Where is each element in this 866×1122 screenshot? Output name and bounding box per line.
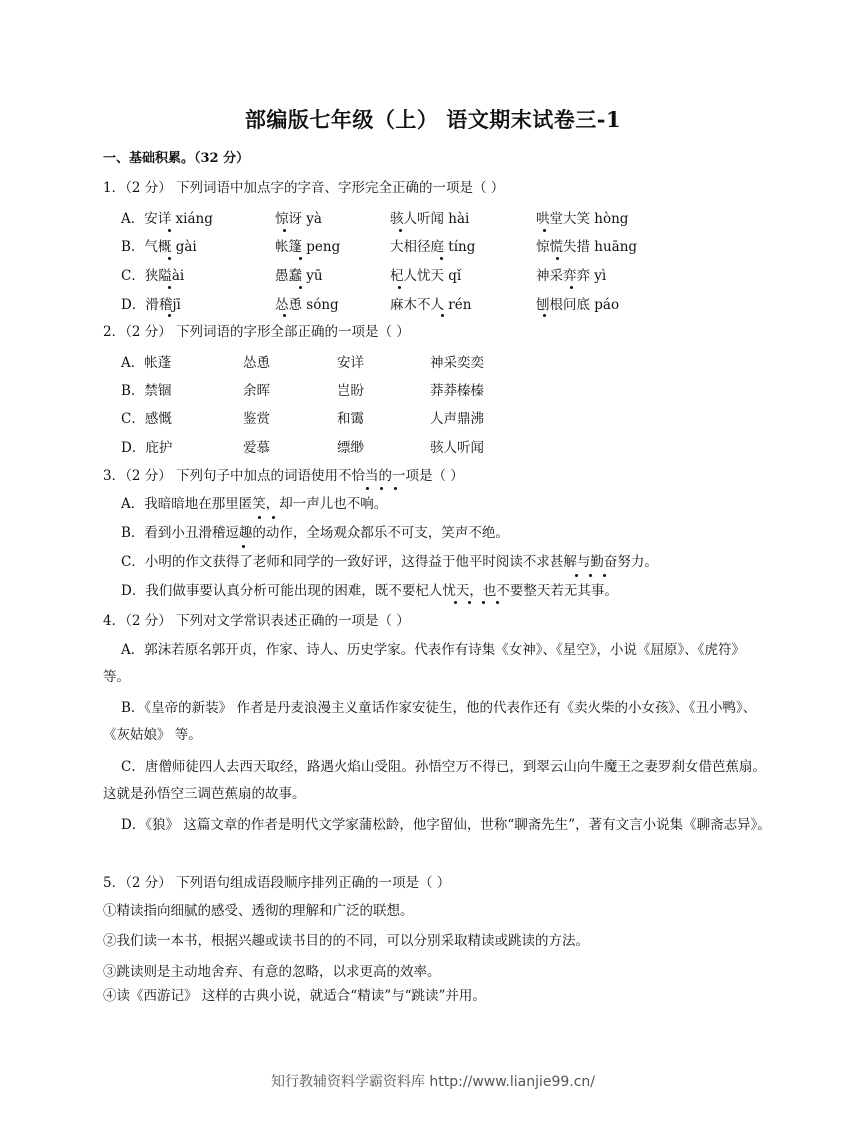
option-cell: 安详: [337, 355, 364, 371]
emphasis-dot: [543, 314, 546, 317]
question-1-option-b: [121, 235, 681, 255]
question-2-option-b: [121, 379, 501, 399]
question-5-sentence-4: ④读《西游记》 这样的古典小说，就适合“精读”与“跳读”并用。: [103, 988, 486, 1004]
question-4-option-c: C．唐僧师徒四人去西天取经，路遇火焰山受阻。孙悟空万不得已，到翠云山向牛魔王之妻罗刹女借芭蕉扇。这就是孙悟空三调芭蕉扇的故事。: [103, 759, 766, 802]
option-cell: 缥缈: [337, 440, 364, 456]
option-cell: 愚蠢 yū: [275, 268, 323, 284]
option-cell: 大相径庭 tíng: [390, 239, 476, 255]
emphasis-dot: [603, 574, 606, 577]
question-5-sentence-2: ②我们读一本书，根据兴趣或读书目的的不同，可以分别采取精读或跳读的方法。: [103, 933, 589, 949]
option-cell: D．庇护: [121, 440, 173, 456]
emphasis-dot: [299, 257, 302, 260]
emphasis-dot: [482, 601, 485, 604]
option-cell: 人声鼎沸: [430, 411, 484, 427]
emphasis-dot: [543, 229, 546, 232]
emphasis-dot: [454, 601, 457, 604]
option-cell: 麻木不人 rén: [390, 297, 472, 313]
option-cell: 莽莽榛榛: [430, 383, 484, 399]
option-cell: A．帐蓬: [121, 355, 172, 371]
question-1-option-c: [121, 264, 681, 284]
footer-watermark: 知行教辅资料学霸资料库 http://www.lianjie99.cn/: [270, 1074, 596, 1090]
option-cell: 骇人听闻 hài: [390, 211, 470, 227]
option-cell: 骇人听闻: [430, 440, 484, 456]
emphasis-dot: [441, 314, 444, 317]
emphasis-dot: [575, 574, 578, 577]
question-1-option-a: [121, 207, 681, 227]
option-cell: 怂恿: [243, 355, 270, 371]
option-cell: 刨根问底 páo: [536, 297, 620, 313]
question-3-option-d: D．我们做事要认真分析可能出现的困难，既不要杞人忧天，也不要整天若无其事。: [121, 583, 618, 599]
option-cell: A．安详 xiáng: [121, 211, 213, 227]
page-title: 部编版七年级（上） 语文期末试卷三-1: [244, 107, 622, 132]
option-cell: 怂恿 sóng: [275, 297, 339, 313]
question-3-option-b: B．看到小丑滑稽逗趣的动作，全场观众都乐不可支，笑声不绝。: [121, 525, 509, 541]
section-heading: 一、基础积累。（32 分）: [103, 151, 250, 166]
question-5-sentence-3: ③跳读则是主动地舍弃、有意的忽略，以求更高的效率。: [103, 964, 441, 980]
emphasis-dot: [283, 314, 286, 317]
question-2-stem: 2．（2 分） 下列词语的字形全部正确的一项是（ ）: [103, 324, 410, 340]
emphasis-dot: [496, 601, 499, 604]
question-5-sentence-1: ①精读指向细腻的感受、透彻的理解和广泛的联想。: [103, 903, 414, 919]
emphasis-dot: [366, 487, 369, 490]
emphasis-dot: [589, 574, 592, 577]
emphasis-dot: [242, 545, 245, 548]
option-cell: 帐篷 peng: [275, 239, 341, 255]
question-3-option-a: A．我暗暗地在那里匿笑，却一声儿也不响。: [121, 496, 388, 512]
emphasis-dot: [440, 257, 443, 260]
emphasis-dot: [399, 229, 402, 232]
option-cell: 余晖: [243, 383, 270, 399]
emphasis-dot: [283, 229, 286, 232]
emphasis-dot: [258, 516, 261, 519]
question-4-option-b: B．《皇帝的新装》 作者是丹麦浪漫主义童话作家安徒生，他的代表作还有《卖火柴的小女孩》、《丑小鸭》、《灰姑娘》 等。: [103, 700, 757, 743]
option-cell: B．气概 gài: [121, 239, 197, 255]
option-cell: 爱慕: [243, 440, 270, 456]
emphasis-dot: [168, 257, 171, 260]
emphasis-dot: [380, 487, 383, 490]
option-cell: 杞人忧天 qǐ: [390, 268, 462, 284]
option-cell: 和霭: [337, 411, 364, 427]
question-2-option-c: [121, 407, 501, 427]
question-1-option-d: [121, 293, 681, 313]
emphasis-dot: [394, 487, 397, 490]
emphasis-dot: [272, 516, 275, 519]
emphasis-dot: [299, 286, 302, 289]
question-3-option-c: C．小明的作文获得了老师和同学的一致好评，这得益于他平时阅读不求甚解与勤奋努力。: [121, 554, 658, 570]
option-cell: B．禁锢: [121, 383, 172, 399]
emphasis-dot: [556, 257, 559, 260]
question-4-stem: 4．（2 分） 下列对文学常识表述正确的一项是（ ）: [103, 613, 410, 629]
option-cell: 哄堂大笑 hòng: [536, 211, 629, 227]
question-4-option-d: D．《狼》 这篇文章的作者是明代文学家蒲松龄，他字留仙，世称“聊斋先生”，著有文言小说集《聊斋志异》。: [121, 817, 771, 833]
option-cell: 神采奕奕: [430, 355, 484, 371]
emphasis-dot: [468, 601, 471, 604]
emphasis-dot: [168, 229, 171, 232]
emphasis-dot: [168, 314, 171, 317]
option-cell: C．感慨: [121, 411, 172, 427]
option-cell: D．滑稽jī: [121, 297, 181, 313]
emphasis-dot: [398, 286, 401, 289]
option-cell: C．狭隘ài: [121, 268, 185, 284]
question-4-option-a: A．郭沫若原名郭开贞，作家、诗人、历史学家。代表作有诗集《女神》、《星空》，小说《屈原》、《虎符》 等。: [103, 642, 745, 685]
question-1-stem: 1．（2 分） 下列词语中加点字的字音、字形完全正确的一项是（ ）: [103, 180, 505, 196]
emphasis-dot: [570, 286, 573, 289]
question-5-stem: 5．（2 分） 下列语句组成语段顺序排列正确的一项是（ ）: [103, 875, 451, 891]
option-cell: 岂盼: [337, 383, 364, 399]
question-2-option-a: [121, 351, 501, 371]
option-cell: 鉴赏: [243, 411, 270, 427]
question-3-stem: 3．（2 分） 下列句子中加点的词语使用不恰当的一项是（ ）: [103, 468, 464, 484]
option-cell: 惊讶 yà: [275, 211, 322, 227]
emphasis-dot: [168, 286, 171, 289]
option-cell: 惊慌失措 huāng: [536, 239, 638, 255]
option-cell: 神采弈弈 yì: [536, 268, 607, 284]
question-2-option-d: [121, 436, 501, 456]
